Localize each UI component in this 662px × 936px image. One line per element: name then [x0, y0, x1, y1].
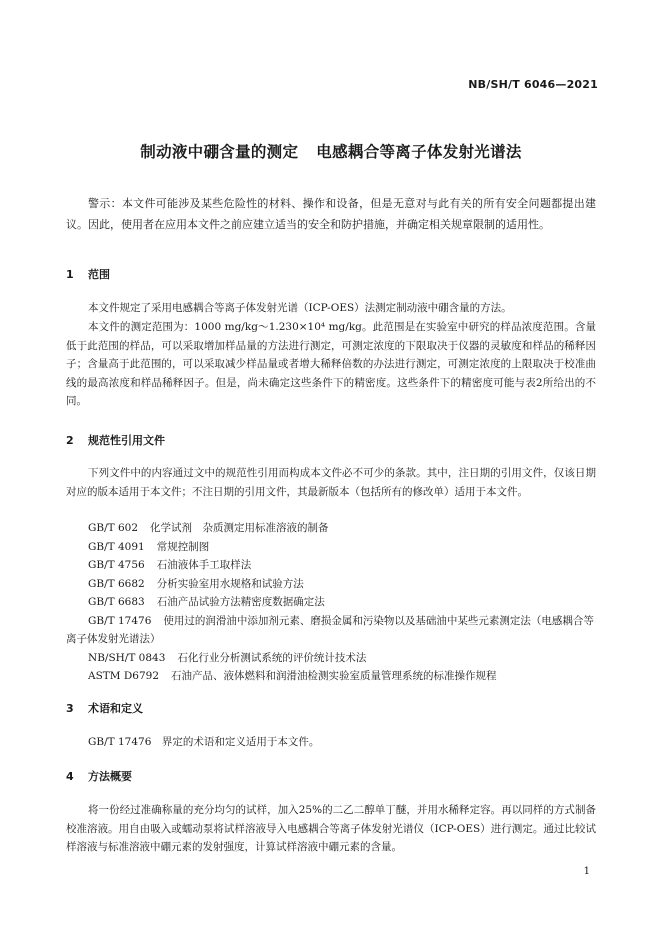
reference-code: NB/SH/T 0843: [88, 651, 166, 664]
section-1-paragraph-1: 本文件规定了采用电感耦合等离子体发射光谱（ICP-OES）法测定制动液中硼含量的方法。: [88, 302, 512, 314]
reference-item: [66, 649, 596, 668]
reference-item: [66, 593, 596, 612]
section-3-title: 术语和定义: [88, 702, 143, 715]
standard-number: NB/SH/T 6046—2021: [468, 78, 598, 91]
reference-title: 石油产品、液体燃料和润滑油检测实验室质量管理系统的标准操作规程: [171, 670, 497, 682]
section-3-number: 3: [66, 702, 74, 715]
section-1-title: 范围: [88, 268, 110, 281]
section-1-paragraph-2: 本文件的测定范围为：1000 mg/kg～1.230×10⁴ mg/kg。此范围是在实验室中研究的样品浓度范围。含量低于此范围的样品，可以采取增加样品量的方法进行测定，可测定浓度的下限取决于仪器的灵敏度和样品的稀释因子；含量高于此范围的，可以采取减少样品量或者增大稀释倍数的办法进行测定，可测定浓度的上限取决于校准曲线的最高浓度和样品稀释因子。但是，尚未确定这些条件下的精密度。这些条件下的精密度可能与表2所给出的不同。: [66, 321, 596, 407]
section-2-intro: 下列文件中的内容通过文中的规范性引用而构成本文件必不可少的条款。其中，注日期的引用文件，仅该日期对应的版本适用于本文件；不注日期的引用文件，其最新版本（包括所有的修改单）适用于本文件。: [66, 467, 596, 498]
document-title: [0, 140, 662, 162]
reference-code: GB/T 4091: [88, 540, 145, 553]
reference-code: GB/T 4756: [88, 559, 145, 571]
section-2-heading: [66, 432, 165, 448]
reference-title: 石油液体手工取样法: [156, 559, 252, 571]
reference-item: [66, 667, 596, 686]
section-3-heading: [66, 700, 143, 716]
reference-code: GB/T 6682: [88, 577, 145, 590]
reference-item: [66, 556, 596, 575]
section-2-title: 规范性引用文件: [88, 434, 165, 447]
reference-code: GB/T 17476: [88, 614, 152, 627]
reference-title: 常规控制图: [156, 540, 210, 553]
reference-item: [66, 538, 596, 557]
reference-item: [66, 519, 596, 538]
title-part-2: 电感耦合等离子体发射光谱法: [316, 143, 522, 161]
section-2-number: 2: [66, 434, 74, 447]
page-number: 1: [583, 866, 590, 877]
reference-title: 石化行业分析测试系统的评价统计技术法: [177, 651, 367, 664]
section-4-number: 4: [66, 770, 74, 783]
section-4-paragraph: 将一份经过准确称量的充分均匀的试样，加入25%的二乙二醇单丁醚，并用水稀释定容。再以同样的方式制备校准溶液。用自由吸入或蠕动泵将试样溶液导入电感耦合等离子体发射光谱仪（ICP-OES）进行测定。通过比较试样溶液与标准溶液中硼元素的发射强度，计算试样溶液中硼元素的含量。: [66, 804, 596, 853]
reference-code: GB/T 6683: [88, 596, 145, 608]
normative-references-list: [66, 519, 596, 686]
section-4-heading: [66, 768, 132, 784]
reference-title: 分析实验室用水规格和试验方法: [156, 577, 304, 590]
warning-notice: 警示：本文件可能涉及某些危险性的材料、操作和设备，但是无意对与此有关的所有安全问题都提出建议。因此，使用者在应用本文件之前应建立适当的安全和防护措施，并确定相关规章限制的适用性。: [66, 197, 596, 231]
reference-item: [66, 575, 596, 594]
section-4-title: 方法概要: [88, 770, 132, 783]
reference-title: 石油产品试验方法精密度数据确定法: [156, 596, 325, 608]
reference-item: [66, 612, 596, 649]
section-1-heading: [66, 266, 110, 282]
title-part-1: 制动液中硼含量的测定: [140, 143, 299, 161]
reference-title: 使用过的润滑油中添加剂元素、磨损金属和污染物以及基础油中某些元素测定法（电感耦合等离子体发射光谱法）: [66, 614, 594, 645]
section-1-number: 1: [66, 268, 74, 281]
reference-code: GB/T 602: [88, 522, 139, 534]
reference-title: 化学试剂 杂质测定用标准溶液的制备: [150, 522, 329, 534]
section-3-paragraph: GB/T 17476 界定的术语和定义适用于本文件。: [88, 736, 320, 748]
reference-code: ASTM D6792: [88, 670, 160, 682]
